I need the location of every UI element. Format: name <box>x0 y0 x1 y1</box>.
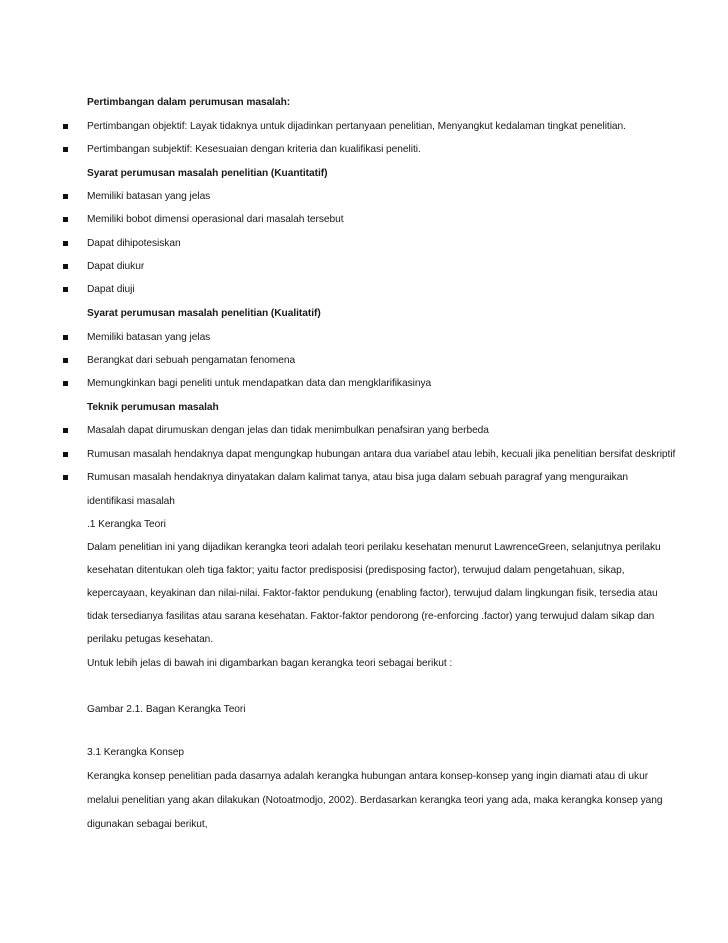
bullet-icon <box>63 147 68 152</box>
heading-kerangka-teori: .1 Kerangka Teori <box>87 519 166 530</box>
paragraph-line: kepercayaan, keyakinan dan nilai-nilai. Faktor-faktor pendukung (enabling factor), terwujud dalam lingkungan fisik, tersedia atau <box>87 588 658 599</box>
bullet-icon <box>63 428 68 433</box>
paragraph-line: digunakan sebagai berikut, <box>87 819 208 830</box>
bullet-icon <box>63 194 68 199</box>
paragraph-line: kesehatan ditentukan oleh tiga faktor; yaitu factor predisposisi (predisposing factor), terwujud dalam pengetahuan, sikap, <box>87 565 625 576</box>
paragraph-line: Kerangka konsep penelitian pada dasarnya adalah kerangka hubungan antara konsep-konsep yang ingin diamati atau di ukur <box>87 771 649 782</box>
heading-syarat-kuantitatif: Syarat perumusan masalah penelitian (Kuantitatif) <box>87 168 328 179</box>
heading-pertimbangan: Pertimbangan dalam perumusan masalah: <box>87 97 291 108</box>
list-item: Memiliki batasan yang jelas <box>87 332 211 343</box>
bullet-icon <box>63 287 68 292</box>
list-item: Pertimbangan objektif: Layak tidaknya untuk dijadinkan pertanyaan penelitian, Menyangkut kedalaman tingkat penelitian. <box>87 121 626 132</box>
figure-caption: Gambar 2.1. Bagan Kerangka Teori <box>87 704 246 715</box>
paragraph-line: melalui penelitian yang akan dilakukan (Notoatmodjo, 2002). Berdasarkan kerangka teori yang ada, maka kerangka konsep yang <box>87 795 663 806</box>
list-item: Dapat dihipotesiskan <box>87 238 181 249</box>
paragraph-line: tidak tersedianya fasilitas atau sarana kesehatan. Faktor-faktor pendorong (re-enforcing .factor) yang terwujud dalam sikap dan <box>87 611 655 622</box>
list-item: Pertimbangan subjektif: Kesesuaian dengan kriteria dan kualifikasi peneliti. <box>87 144 421 155</box>
bullet-icon <box>63 124 68 129</box>
list-item: Rumusan masalah hendaknya dapat mengungkap hubungan antara dua variabel atau lebih, kecuali jika penelitian bersifat deskriptif <box>87 449 676 460</box>
paragraph-line: Dalam penelitian ini yang dijadikan kerangka teori adalah teori perilaku kesehatan menurut LawrenceGreen, selanjutnya perilaku <box>87 542 661 553</box>
bullet-icon <box>63 217 68 222</box>
bullet-icon <box>63 452 68 457</box>
list-item-continuation: identifikasi masalah <box>87 496 175 507</box>
heading-teknik: Teknik perumusan masalah <box>87 402 219 413</box>
bullet-icon <box>63 264 68 269</box>
list-item: Rumusan masalah hendaknya dinyatakan dalam kalimat tanya, atau bisa juga dalam sebuah paragraf yang menguraikan <box>87 472 628 483</box>
bullet-icon <box>63 358 68 363</box>
bullet-icon <box>63 475 68 480</box>
bullet-icon <box>63 241 68 246</box>
bullet-icon <box>63 335 68 340</box>
paragraph-line: perilaku petugas kesehatan. <box>87 634 214 645</box>
list-item: Dapat diuji <box>87 284 135 295</box>
list-item: Memiliki batasan yang jelas <box>87 191 211 202</box>
heading-kerangka-konsep: 3.1 Kerangka Konsep <box>87 747 185 758</box>
list-item: Dapat diukur <box>87 261 145 272</box>
list-item: Memungkinkan bagi peneliti untuk mendapatkan data dan mengklarifikasinya <box>87 378 432 389</box>
list-item: Memiliki bobot dimensi operasional dari masalah tersebut <box>87 214 344 225</box>
bullet-icon <box>63 381 68 386</box>
heading-syarat-kualitatif: Syarat perumusan masalah penelitian (Kualitatif) <box>87 308 321 319</box>
paragraph-line: Untuk lebih jelas di bawah ini digambarkan bagan kerangka teori sebagai berikut : <box>87 658 453 669</box>
list-item: Masalah dapat dirumuskan dengan jelas dan tidak menimbulkan penafsiran yang berbeda <box>87 425 489 436</box>
list-item: Berangkat dari sebuah pengamatan fenomena <box>87 355 296 366</box>
